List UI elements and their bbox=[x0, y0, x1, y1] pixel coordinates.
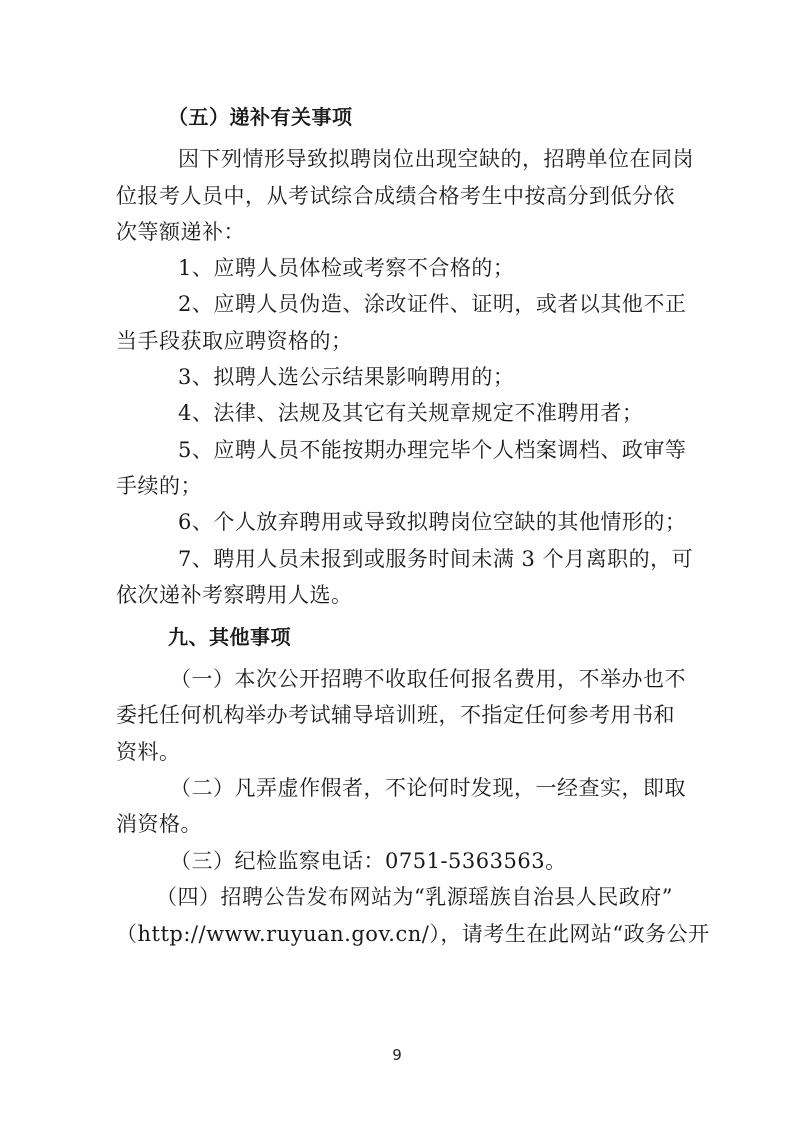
list-item-3: 3、拟聘人选公示结果影响聘用的； bbox=[178, 365, 515, 389]
paragraph-line: 位报考人员中，从考试综合成绩合格考生中按高分到低分依 bbox=[116, 184, 675, 208]
website-url-line: （http://www.ruyuan.gov.cn/），请考生在此网站“政务公开 bbox=[116, 922, 710, 946]
section-nine-heading: 九、其他事项 bbox=[168, 625, 291, 649]
paragraph-line: （四）招聘公告发布网站为“乳源瑶族自治县人民政府” bbox=[156, 885, 673, 909]
contact-phone-line: （三）纪检监察电话：0751-5363563。 bbox=[170, 849, 567, 873]
paragraph-line: 消资格。 bbox=[116, 812, 202, 836]
paragraph-line: 次等额递补： bbox=[116, 220, 245, 244]
list-item-1: 1、应聘人员体检或考察不合格的； bbox=[178, 256, 515, 280]
list-item-5: 5、应聘人员不能按期办理完毕个人档案调档、政审等 bbox=[178, 438, 687, 462]
list-item-5-continued: 手续的； bbox=[116, 474, 202, 498]
list-item-6: 6、个人放弃聘用或导致拟聘岗位空缺的其他情形的； bbox=[178, 510, 687, 534]
list-item-2: 2、应聘人员伪造、涂改证件、证明，或者以其他不正 bbox=[178, 292, 687, 316]
list-item-2-continued: 当手段获取应聘资格的； bbox=[116, 329, 353, 353]
paragraph-line: 委托任何机构举办考试辅导培训班，不指定任何参考用书和 bbox=[116, 703, 675, 727]
list-item-7: 7、聘用人员未报到或服务时间未满 3 个月离职的，可 bbox=[178, 547, 694, 571]
list-item-7-continued: 依次递补考察聘用人选。 bbox=[116, 583, 353, 607]
page-number: 9 bbox=[392, 1046, 402, 1064]
paragraph-line: 因下列情形导致拟聘岗位出现空缺的，招聘单位在同岗 bbox=[178, 147, 694, 171]
paragraph-line: （一）本次公开招聘不收取任何报名费用，不举办也不 bbox=[170, 667, 686, 691]
section-five-heading: （五）递补有关事项 bbox=[168, 105, 353, 129]
paragraph-line: 资料。 bbox=[116, 740, 181, 764]
paragraph-line: （二）凡弄虚作假者，不论何时发现，一经查实，即取 bbox=[170, 776, 686, 800]
list-item-4: 4、法律、法规及其它有关规章规定不准聘用者； bbox=[178, 401, 644, 425]
